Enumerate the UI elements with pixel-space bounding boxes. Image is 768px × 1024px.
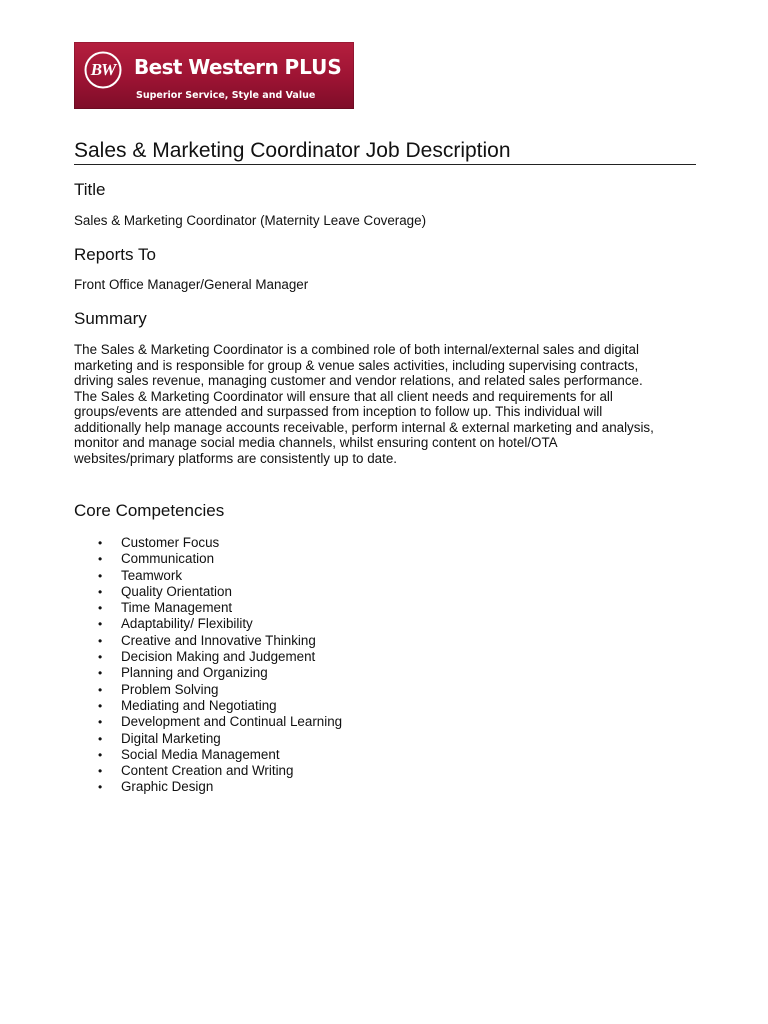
section-summary [74,309,694,329]
summary-line: additionally help manage accounts receivable, perform internal & external marketing and analysis, [74,419,654,435]
summary-line: websites/primary platforms are consistently up to date. [74,450,398,466]
best-western-plus-logo [74,42,354,109]
list-item [98,616,342,632]
list-item [98,633,342,649]
job-title-text: Sales & Marketing Coordinator (Maternity Leave Coverage) [74,213,427,228]
list-item-label: Teamwork [121,567,183,583]
document-title: Sales & Marketing Coordinator Job Description [74,138,696,165]
bullet-icon: • [98,666,103,681]
bullet-icon: • [98,617,103,632]
list-item-label: Decision Making and Judgement [121,649,316,665]
list-item [98,714,342,730]
list-item-label: Mediating and Negotiating [121,697,277,713]
summary-line: monitor and manage social media channels, whilst ensuring content on hotel/OTA [74,435,558,450]
summary-line: marketing and is responsible for group & venue sales activities, including supervising contracts, [74,357,639,373]
list-item-label: Problem Solving [121,681,219,697]
list-item-label: Communication [121,551,215,567]
list-item [98,665,342,681]
section-reports-to-body [74,277,694,293]
list-item-label: Creative and Innovative Thinking [121,632,316,648]
list-item-label: Digital Marketing [121,730,221,746]
section-reports-to [74,245,694,265]
summary-paragraph [74,342,694,466]
summary-line: The Sales & Marketing Coordinator will ensure that all client needs and requirements for all [74,388,613,404]
list-item [98,763,342,779]
bullet-icon: • [98,747,103,762]
reports-to-text: Front Office Manager/General Manager [74,277,309,292]
brand-name-text: Best Western [134,55,279,79]
bullet-icon: • [98,715,103,730]
list-item-label: Planning and Organizing [121,665,268,681]
brand-tagline: Superior Service, Style and Value [136,90,316,101]
bullet-icon: • [98,552,103,567]
list-item [98,731,342,747]
list-item [98,535,342,551]
list-item [98,584,342,600]
list-item-label: Time Management [121,600,233,616]
bullet-icon: • [98,568,103,583]
list-item-label: Graphic Design [121,779,214,795]
list-item-label: Content Creation and Writing [121,763,294,779]
list-item-label: Adaptability/ Flexibility [121,616,253,632]
section-title-body [74,213,694,229]
section-core-competencies [74,501,694,521]
bullet-icon: • [98,682,103,697]
competencies-list [98,535,342,796]
list-item-label: Social Media Management [121,746,280,762]
list-item [98,600,342,616]
bullet-icon: • [98,764,103,779]
list-item [98,649,342,665]
list-item-label: Development and Continual Learning [121,714,343,730]
bw-badge [84,51,122,89]
bullet-icon: • [98,633,103,648]
bullet-icon: • [98,650,103,665]
bullet-icon: • [98,536,103,550]
list-item [98,551,342,567]
list-item [98,682,342,698]
list-item-label: Customer Focus [121,535,220,550]
list-item-label: Quality Orientation [121,583,232,599]
bullet-icon: • [98,601,103,616]
summary-line: groups/events are attended and surpassed from inception to follow up. This individual will [74,404,603,419]
list-item [98,779,342,795]
bullet-icon: • [98,698,103,713]
bullet-icon: • [98,731,103,746]
list-item [98,747,342,763]
section-title [74,180,694,200]
brand-name [134,55,342,79]
section-heading-reports-to: Reports To [74,245,156,264]
section-heading-summary: Summary [74,309,147,328]
brand-plus-text: PLUS [284,55,342,79]
list-item [98,568,342,584]
summary-line: The Sales & Marketing Coordinator is a combined role of both internal/external sales and digital [74,342,639,357]
section-heading-title: Title [74,180,106,199]
section-heading-core-competencies: Core Competencies [74,501,225,520]
bw-badge-text: BW [90,60,116,79]
bullet-icon: • [98,780,103,795]
summary-line: driving sales revenue, managing customer and vendor relations, and related sales performance. [74,373,643,388]
bullet-icon: • [98,584,103,599]
list-item [98,698,342,714]
